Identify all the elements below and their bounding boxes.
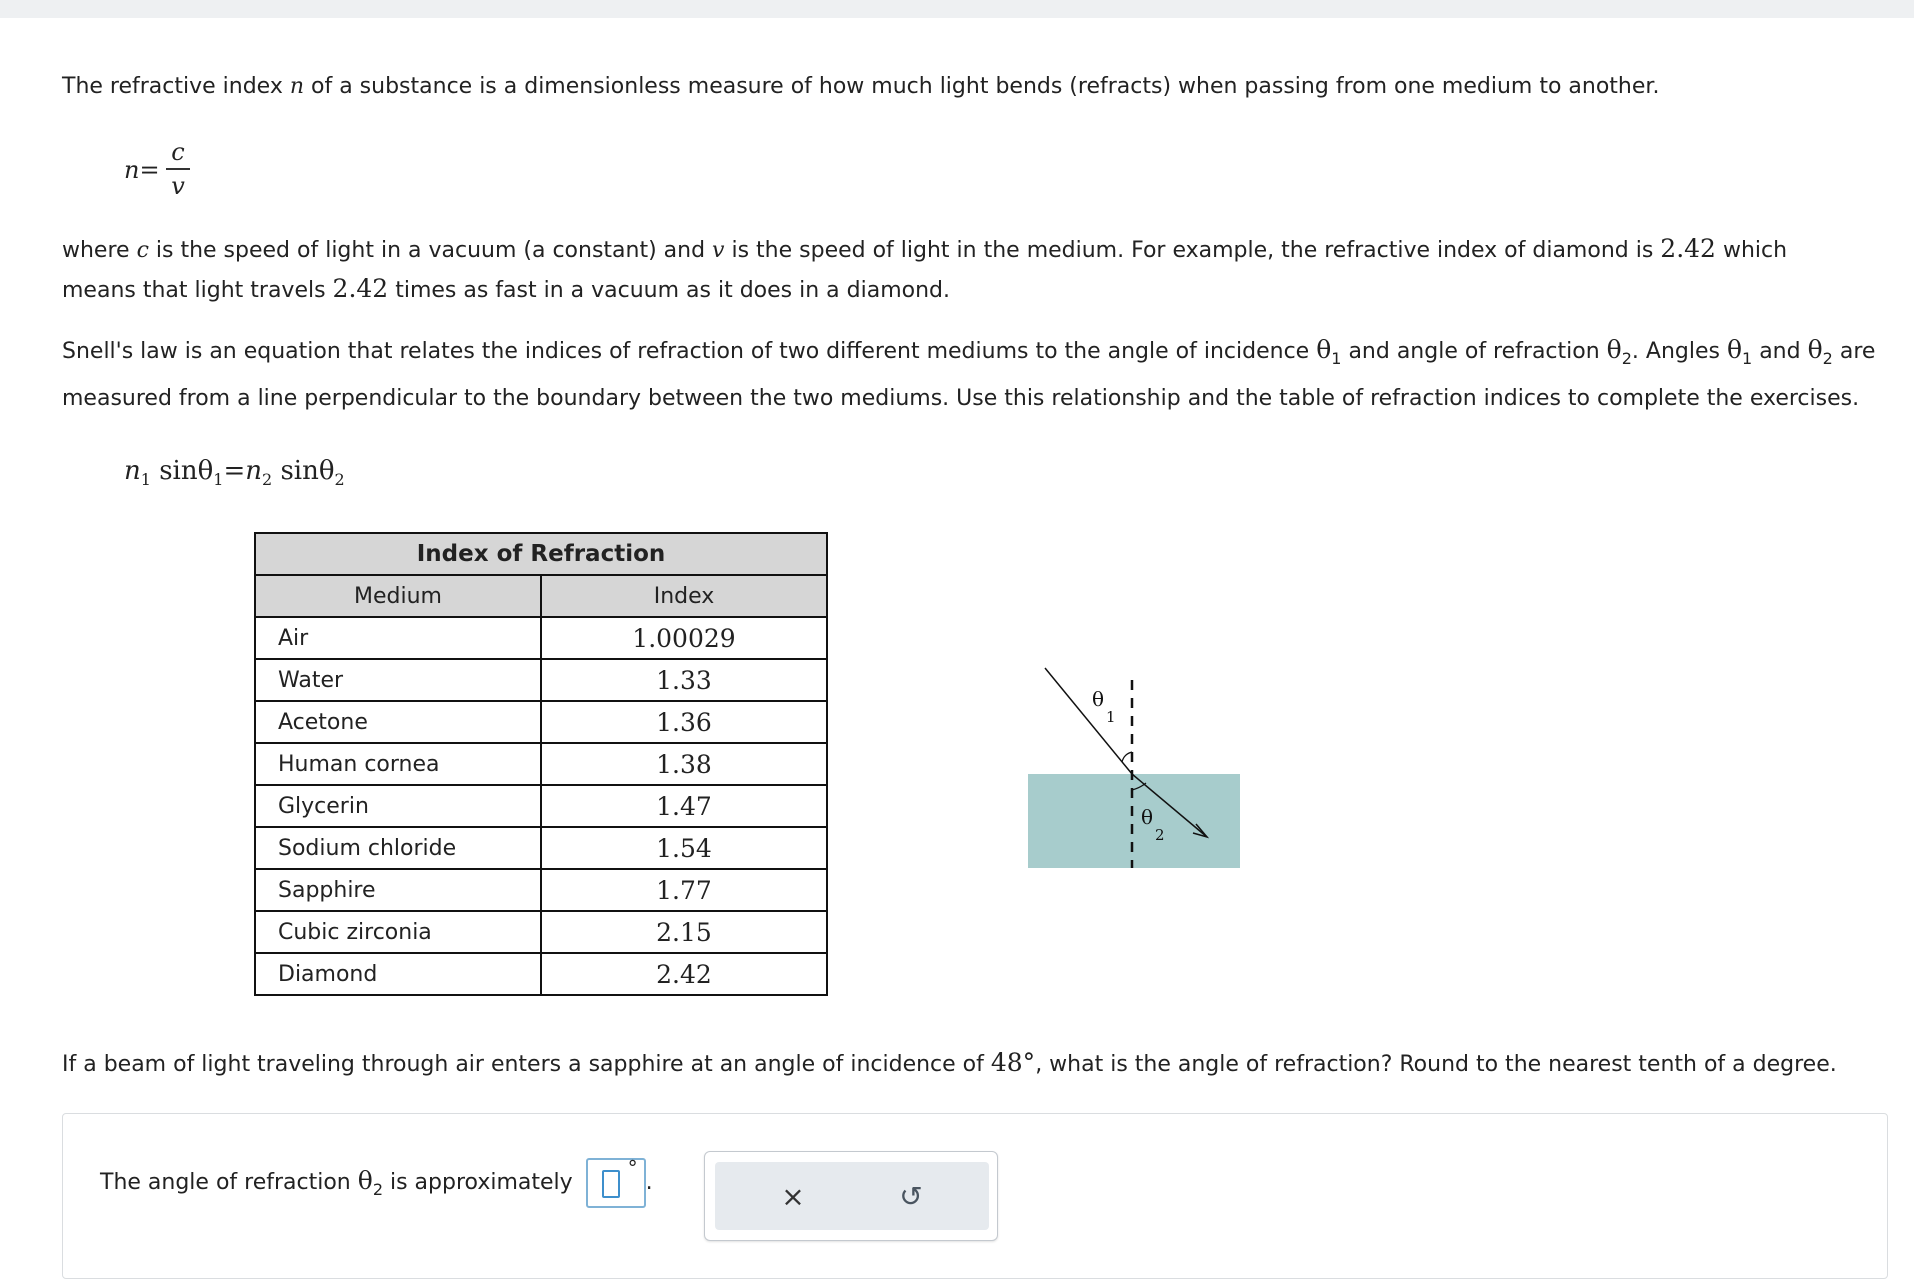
refraction-index-table [254, 532, 828, 996]
answer-prompt: The angle of refraction $\theta_2$ is approximately ° . [100, 1158, 653, 1208]
table-row: Cubic zirconia 2.15 [255, 911, 827, 953]
column-header-index: Index [541, 575, 827, 617]
intro-paragraph: The refractive index n of a substance is a dimensionless measure of how much light bends (refracts) when passing from one medium to another. [62, 74, 1660, 99]
table-row: Water 1.33 [255, 659, 827, 701]
incident-ray [1045, 668, 1132, 774]
theta1-subscript: 1 [1106, 708, 1116, 726]
theta2-subscript: 2 [1155, 826, 1165, 844]
reset-button[interactable] [881, 1176, 941, 1216]
top-bar [0, 0, 1914, 18]
snell-paragraph: Snell's law is an equation that relates the indices of refraction of two different mediums to the angle of incidence $\theta_1$ and angle of refraction $\theta_2$. Angles $\theta_1$ and $\theta_2$ are measured from a line perpendicular to the boundary between the two mediums. Use this relationship and the table of refraction indices to complete the exercises. [62, 335, 1876, 411]
table-row: Acetone 1.36 [255, 701, 827, 743]
theta1-arc [1122, 752, 1132, 762]
theta1-label: θ [1092, 687, 1105, 711]
snell-law-equation: $n_1$ $\sin\theta_1=n_2$ sinθ$_2$ [124, 456, 345, 489]
table-row: Sodium chloride 1.54 [255, 827, 827, 869]
table-row: Sapphire 1.77 [255, 869, 827, 911]
degree-symbol: ° [627, 1156, 638, 1180]
table-row: Air 1.00029 [255, 617, 827, 659]
theta2-label: θ [1141, 805, 1154, 829]
column-header-medium: Medium [255, 575, 541, 617]
question-text: If a beam of light traveling through air enters a sapphire at an angle of incidence of 48°, what is the angle of refraction? Round to the nearest tenth of a degree. [62, 1048, 1837, 1077]
table-row: Human cornea 1.38 [255, 743, 827, 785]
angle-answer-input[interactable] [586, 1158, 646, 1208]
close-icon: × [781, 1179, 805, 1213]
medium-block [1028, 774, 1240, 868]
undo-icon: ↺ [899, 1179, 923, 1213]
answer-actions-panel [704, 1151, 998, 1241]
table-row: Glycerin 1.47 [255, 785, 827, 827]
speed-paragraph: where c is the speed of light in a vacuum (a constant) and v is the speed of light in the medium. For example, the refractive index of diamond is 2.42 which means that light travels 2.42 times as fast in a vacuum as it does in a diamond. [62, 234, 1788, 303]
answer-input-slot[interactable] [602, 1170, 620, 1198]
table-title: Index of Refraction [255, 533, 827, 575]
table-row: Diamond 2.42 [255, 953, 827, 995]
refraction-diagram [1010, 650, 1270, 880]
clear-button[interactable] [763, 1176, 823, 1216]
